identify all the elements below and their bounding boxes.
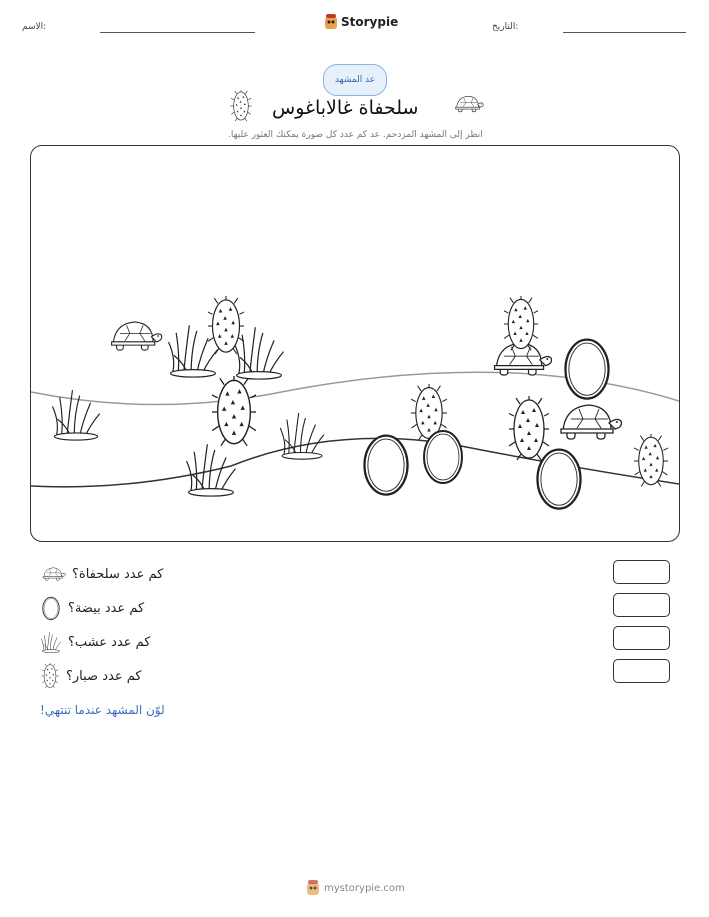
storypie-logo-icon [306, 880, 320, 896]
date-label: التاريخ: [492, 22, 519, 32]
activity-badge: عد المشهد [323, 64, 387, 96]
cactus [210, 374, 258, 446]
name-line[interactable] [100, 32, 255, 33]
question-text: كم عدد عشب؟ [68, 634, 151, 650]
question-text: كم عدد صبار؟ [66, 668, 142, 684]
scene-frame [30, 145, 680, 542]
tortoise-icon [40, 565, 66, 583]
cactus-icon [229, 90, 253, 122]
tortoise [112, 322, 162, 350]
question-text: كم عدد بيضة؟ [68, 600, 145, 616]
coloring-note: لوّن المشهد عندما تنتهي! [40, 703, 165, 717]
tortoise [561, 405, 621, 439]
question-text: كم عدد سلحفاة؟ [72, 566, 164, 582]
grass [53, 391, 100, 441]
question-row [40, 662, 180, 690]
tortoise-icon [452, 94, 484, 114]
footer [306, 880, 405, 896]
page-title: سلحفاة غالاباغوس [272, 97, 419, 119]
egg [424, 431, 462, 483]
question-row [40, 560, 180, 588]
egg [565, 340, 608, 399]
answer-box[interactable] [613, 593, 670, 617]
egg [537, 450, 580, 509]
grass [235, 328, 284, 379]
cactus [206, 295, 246, 354]
instructions: انظر إلى المشهد المزدحم. عد كم عدد كل صورة يمكنك العثور عليها. [228, 130, 483, 140]
footer-url[interactable]: mystorypie.com [324, 882, 405, 894]
date-line[interactable] [563, 32, 686, 33]
cactus-icon [40, 663, 60, 689]
answer-box[interactable] [613, 626, 670, 650]
grass [280, 413, 323, 459]
question-row [40, 628, 180, 656]
answer-box[interactable] [613, 560, 670, 584]
grass [169, 326, 218, 377]
egg [364, 436, 407, 495]
grass-icon [40, 630, 62, 654]
question-row [40, 594, 180, 622]
storypie-logo-icon [324, 14, 338, 30]
cactus [502, 294, 539, 350]
egg-icon [40, 595, 62, 621]
cactus [507, 394, 551, 460]
brand-name: Storypie [341, 15, 399, 29]
scene-illustration [31, 146, 679, 541]
grass [187, 445, 236, 496]
name-label: الاسم: [22, 22, 47, 32]
answer-box[interactable] [613, 659, 670, 683]
brand-logo [324, 14, 398, 30]
